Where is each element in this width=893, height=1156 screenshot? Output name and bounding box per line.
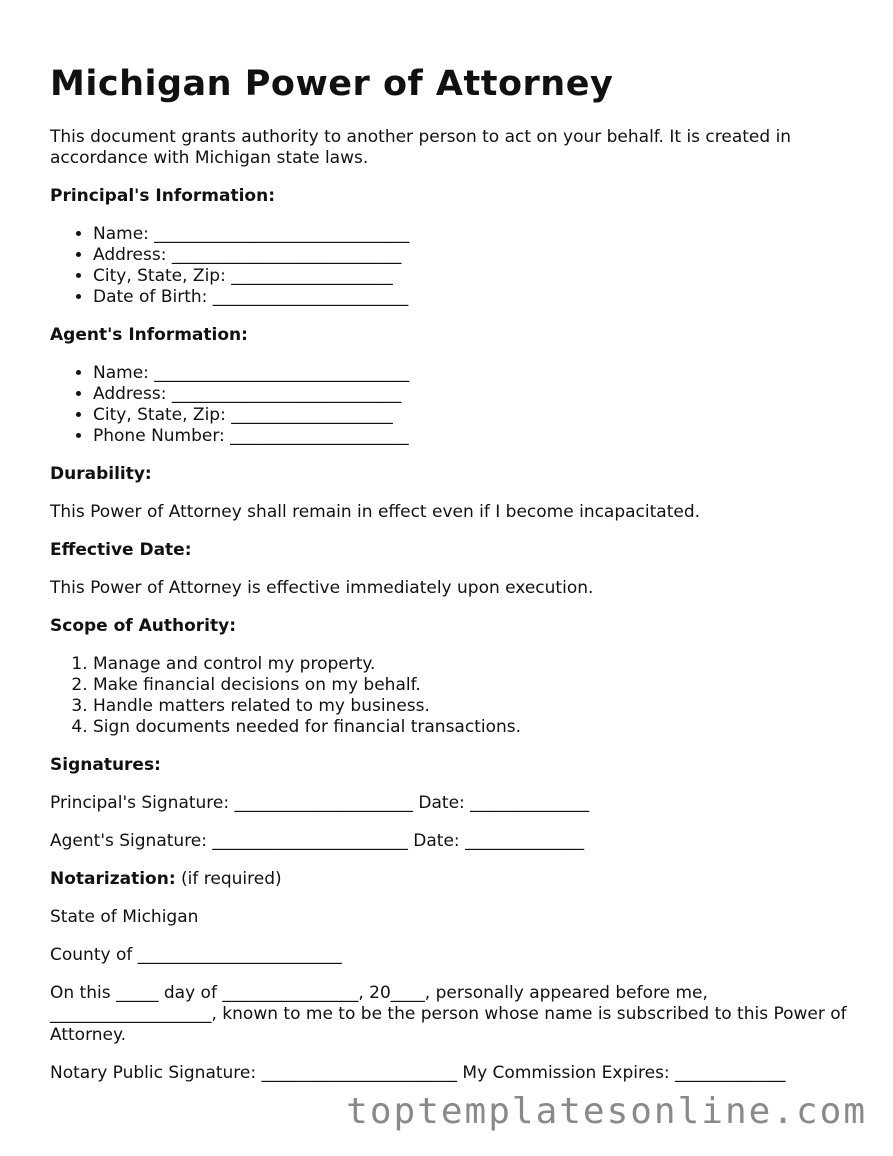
scope-item: 1. Manage and control my property.: [93, 654, 850, 675]
agent-city-field: • City, State, Zip: ___________________: [93, 405, 850, 426]
document-page: [50, 58, 850, 1084]
notarization-note: (if required): [175, 869, 282, 889]
notarization-heading: [50, 869, 850, 890]
intro-paragraph: This document grants authority to another person to act on your behalf. It is created in accordance with Michigan state laws.: [50, 127, 792, 168]
agent-phone-field: • Phone Number: _____________________: [93, 426, 850, 447]
principal-info-list: [50, 224, 850, 308]
durability-text: This Power of Attorney shall remain in effect even if I become incapacitated.: [50, 502, 701, 522]
notary-signature-line: Notary Public Signature: _______________________ My Commission Expires: _____________: [50, 1063, 786, 1083]
principal-city-field: • City, State, Zip: ___________________: [93, 266, 850, 287]
principal-address-field: • Address: ___________________________: [93, 245, 850, 266]
scope-item: 2. Make financial decisions on my behalf.: [93, 675, 850, 696]
durability-heading: Durability:: [50, 464, 152, 484]
principal-name-field: • Name: ______________________________: [93, 224, 850, 245]
principal-dob-field: • Date of Birth: _______________________: [93, 287, 850, 308]
watermark: toptemplatesonline.com: [346, 1091, 867, 1132]
scope-list: [50, 654, 850, 738]
agent-address-field: • Address: ___________________________: [93, 384, 850, 405]
agent-name-field: • Name: ______________________________: [93, 363, 850, 384]
effective-date-heading: Effective Date:: [50, 540, 192, 560]
effective-date-text: This Power of Attorney is effective immediately upon execution.: [50, 578, 594, 598]
agent-signature-line: Agent's Signature: _______________________ Date: ______________: [50, 831, 585, 851]
principal-signature-line: Principal's Signature: _____________________ Date: ______________: [50, 793, 590, 813]
notary-state: State of Michigan: [50, 907, 199, 927]
scope-heading: Scope of Authority:: [50, 616, 236, 636]
principal-heading: Principal's Information:: [50, 186, 275, 206]
page-title: Michigan Power of Attorney: [50, 64, 614, 104]
scope-item: 4. Sign documents needed for financial transactions.: [93, 717, 850, 738]
notary-appearance-text: On this _____ day of ________________, 20____, personally appeared before me, ___________________, known to me to be the person whose name is subscribed to this Power of Attorney.: [50, 983, 847, 1045]
agent-heading: Agent's Information:: [50, 325, 248, 345]
signatures-heading: Signatures:: [50, 755, 161, 775]
agent-info-list: [50, 363, 850, 447]
scope-item: 3. Handle matters related to my business.: [93, 696, 850, 717]
notarization-heading-label: Notarization:: [50, 869, 176, 889]
notary-county: County of ________________________: [50, 945, 342, 965]
